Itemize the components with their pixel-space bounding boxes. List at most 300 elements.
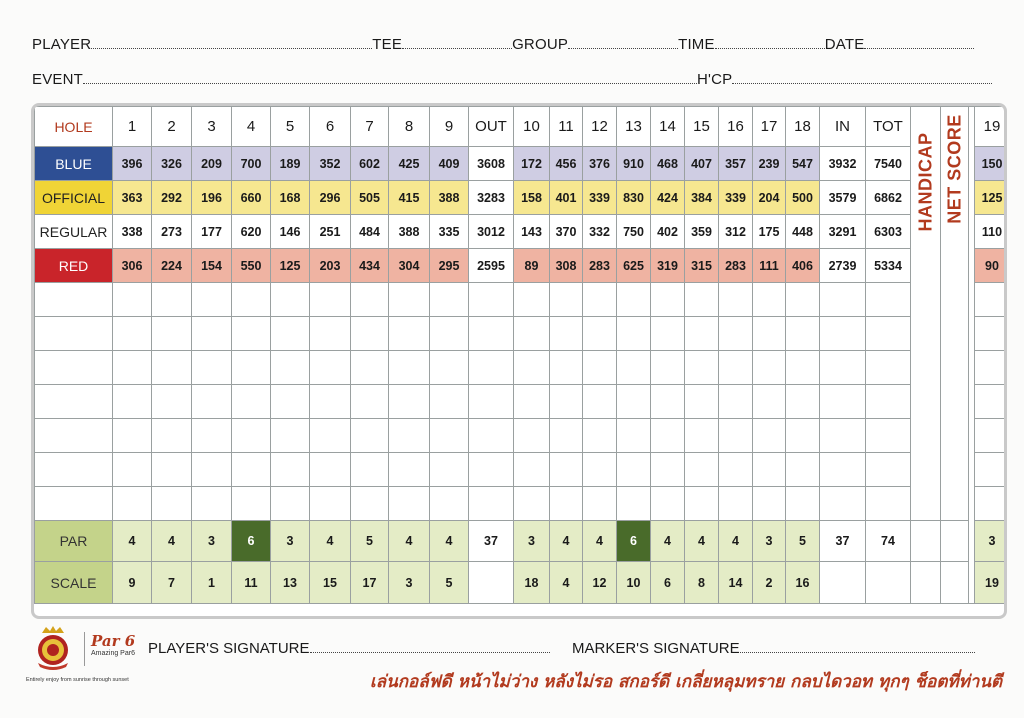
scale-cell: 14: [719, 562, 753, 604]
group-field[interactable]: [568, 45, 678, 49]
yardage-cell: 3291: [820, 215, 866, 249]
score-cell[interactable]: [469, 487, 514, 521]
score-cell[interactable]: [192, 283, 232, 317]
player-field[interactable]: [91, 45, 372, 49]
score-cell[interactable]: [583, 351, 617, 385]
score-cell[interactable]: [351, 487, 389, 521]
yardage-cell: 209: [192, 147, 232, 181]
scale-handicap-cell[interactable]: [911, 562, 941, 604]
yardage-cell: 500: [786, 181, 820, 215]
thai-slogan: เล่นกอล์ฟดี หน้าไม่ว่าง หลังไม่รอ สกอร์ดี เกลี่ยหลุมทราย กลบไดวอท ทุกๆ ช็อตที่ท่านตี: [369, 672, 1002, 692]
yardage-hole-19: 125: [975, 181, 1008, 215]
score-cell[interactable]: [389, 453, 430, 487]
score-cell[interactable]: [550, 419, 583, 453]
score-cell[interactable]: [152, 317, 192, 351]
score-cell[interactable]: [389, 351, 430, 385]
score-cell[interactable]: [651, 385, 685, 419]
score-cell-hole-19[interactable]: [975, 419, 1008, 453]
par-cell: 4: [685, 521, 719, 562]
yardage-cell: 2595: [469, 249, 514, 283]
par-cell: 3: [192, 521, 232, 562]
score-cell[interactable]: [786, 487, 820, 521]
score-cell[interactable]: [719, 317, 753, 351]
yardage-cell: 304: [389, 249, 430, 283]
par-cell: 4: [310, 521, 351, 562]
yardage-cell: 168: [271, 181, 310, 215]
score-entry-row: [35, 487, 1008, 521]
score-cell[interactable]: [719, 419, 753, 453]
yardage-cell: 6303: [866, 215, 911, 249]
score-cell[interactable]: [685, 351, 719, 385]
score-cell[interactable]: [192, 385, 232, 419]
hole-header-cell: 4: [232, 107, 271, 147]
yardage-cell: 143: [514, 215, 550, 249]
score-cell[interactable]: [351, 419, 389, 453]
yardage-cell: 111: [753, 249, 786, 283]
hole-header-cell: 17: [753, 107, 786, 147]
score-cell[interactable]: [232, 453, 271, 487]
score-cell[interactable]: [685, 283, 719, 317]
score-cell[interactable]: [786, 351, 820, 385]
score-cell[interactable]: [389, 419, 430, 453]
event-field[interactable]: [83, 80, 697, 84]
hole-label: HOLE: [35, 107, 113, 147]
score-cell[interactable]: [753, 453, 786, 487]
net-score-column: [941, 107, 969, 521]
score-cell[interactable]: [685, 385, 719, 419]
score-cell[interactable]: [866, 385, 911, 419]
score-cell[interactable]: [514, 453, 550, 487]
score-cell[interactable]: [351, 283, 389, 317]
par-cell: 5: [351, 521, 389, 562]
score-cell[interactable]: [583, 487, 617, 521]
yardage-cell: 434: [351, 249, 389, 283]
yardage-cell: 6862: [866, 181, 911, 215]
yardage-cell: 204: [753, 181, 786, 215]
yardage-cell: 177: [192, 215, 232, 249]
score-cell[interactable]: [866, 283, 911, 317]
score-cell-hole-19[interactable]: [975, 453, 1008, 487]
score-cell[interactable]: [786, 453, 820, 487]
yardage-cell: 396: [113, 147, 152, 181]
scale-net-score-cell[interactable]: [941, 562, 969, 604]
score-cell[interactable]: [351, 385, 389, 419]
hole-19-header: 19: [975, 107, 1008, 147]
player-name-cell[interactable]: [35, 487, 113, 521]
score-cell[interactable]: [719, 453, 753, 487]
score-cell[interactable]: [271, 419, 310, 453]
yardage-cell: 550: [232, 249, 271, 283]
score-cell[interactable]: [232, 351, 271, 385]
yardage-cell: 750: [617, 215, 651, 249]
score-entry-row: [35, 351, 1008, 385]
score-cell[interactable]: [617, 385, 651, 419]
score-cell[interactable]: [469, 385, 514, 419]
score-cell[interactable]: [617, 419, 651, 453]
score-cell[interactable]: [719, 487, 753, 521]
score-cell[interactable]: [753, 385, 786, 419]
yardage-cell: 401: [550, 181, 583, 215]
player-name-cell[interactable]: [35, 283, 113, 317]
score-cell[interactable]: [192, 487, 232, 521]
yardage-cell: 448: [786, 215, 820, 249]
hole-header-cell: 2: [152, 107, 192, 147]
hole-header-cell: 10: [514, 107, 550, 147]
yardage-cell: 251: [310, 215, 351, 249]
hole-header-cell: 11: [550, 107, 583, 147]
score-cell[interactable]: [617, 453, 651, 487]
player-name-cell[interactable]: [35, 419, 113, 453]
score-cell[interactable]: [820, 317, 866, 351]
score-cell[interactable]: [271, 453, 310, 487]
score-cell-hole-19[interactable]: [975, 487, 1008, 521]
yardage-cell: 172: [514, 147, 550, 181]
par-label: PAR: [35, 521, 113, 562]
hole-number-row: [35, 107, 1008, 147]
yardage-cell: 3283: [469, 181, 514, 215]
tee-label-official: OFFICIAL: [35, 181, 113, 215]
score-cell[interactable]: [113, 351, 152, 385]
yardage-cell: 196: [192, 181, 232, 215]
yardage-cell: 484: [351, 215, 389, 249]
score-cell[interactable]: [113, 283, 152, 317]
tee-row-red: [35, 249, 1008, 283]
score-cell[interactable]: [152, 419, 192, 453]
scale-cell: 11: [232, 562, 271, 604]
score-cell[interactable]: [550, 487, 583, 521]
score-cell[interactable]: [192, 453, 232, 487]
par-cell: 4: [152, 521, 192, 562]
score-cell-hole-19[interactable]: [975, 317, 1008, 351]
score-cell[interactable]: [430, 453, 469, 487]
yardage-cell: 468: [651, 147, 685, 181]
score-cell[interactable]: [753, 283, 786, 317]
score-cell[interactable]: [271, 351, 310, 385]
score-cell[interactable]: [651, 317, 685, 351]
yardage-cell: 402: [651, 215, 685, 249]
yardage-cell: 306: [113, 249, 152, 283]
yardage-cell: 376: [583, 147, 617, 181]
scale-cell: 4: [550, 562, 583, 604]
scale-cell: 18: [514, 562, 550, 604]
yardage-cell: 203: [310, 249, 351, 283]
tee-row-official: [35, 181, 1008, 215]
score-cell[interactable]: [514, 283, 550, 317]
score-cell[interactable]: [685, 317, 719, 351]
score-cell[interactable]: [617, 283, 651, 317]
player-label: PLAYER: [32, 36, 92, 53]
score-cell[interactable]: [786, 283, 820, 317]
score-cell[interactable]: [232, 317, 271, 351]
club-crest-logo: [30, 625, 76, 671]
yardage-hole-19: 90: [975, 249, 1008, 283]
score-cell[interactable]: [152, 453, 192, 487]
score-cell[interactable]: [351, 453, 389, 487]
score-cell[interactable]: [192, 317, 232, 351]
score-cell[interactable]: [469, 419, 514, 453]
header-row-1: [32, 36, 1010, 53]
score-cell[interactable]: [685, 419, 719, 453]
score-cell[interactable]: [271, 385, 310, 419]
score-cell[interactable]: [786, 317, 820, 351]
score-cell[interactable]: [753, 351, 786, 385]
yardage-cell: 326: [152, 147, 192, 181]
yardage-hole-19: 150: [975, 147, 1008, 181]
score-cell[interactable]: [820, 419, 866, 453]
score-cell[interactable]: [719, 283, 753, 317]
score-cell[interactable]: [389, 385, 430, 419]
score-cell[interactable]: [113, 453, 152, 487]
yardage-cell: 700: [232, 147, 271, 181]
yardage-cell: 357: [719, 147, 753, 181]
par-cell: 4: [430, 521, 469, 562]
player-signature-label: PLAYER'S SIGNATURE: [148, 640, 310, 657]
score-cell[interactable]: [113, 317, 152, 351]
yardage-cell: 2739: [820, 249, 866, 283]
score-cell[interactable]: [310, 487, 351, 521]
score-cell[interactable]: [232, 419, 271, 453]
score-cell-hole-19[interactable]: [975, 283, 1008, 317]
hole-header-cell: 16: [719, 107, 753, 147]
score-cell[interactable]: [310, 317, 351, 351]
score-cell[interactable]: [583, 317, 617, 351]
yardage-cell: 339: [583, 181, 617, 215]
score-cell[interactable]: [310, 351, 351, 385]
score-cell[interactable]: [271, 317, 310, 351]
score-cell[interactable]: [753, 419, 786, 453]
brand-name: Par 6: [91, 632, 136, 650]
score-cell[interactable]: [753, 487, 786, 521]
yardage-cell: 273: [152, 215, 192, 249]
score-cell[interactable]: [310, 283, 351, 317]
score-cell[interactable]: [719, 385, 753, 419]
score-cell[interactable]: [514, 487, 550, 521]
score-cell[interactable]: [232, 487, 271, 521]
score-cell[interactable]: [514, 419, 550, 453]
par-cell: 37: [820, 521, 866, 562]
score-cell[interactable]: [389, 317, 430, 351]
scale-row: [35, 562, 1008, 604]
score-cell[interactable]: [550, 317, 583, 351]
score-cell[interactable]: [651, 351, 685, 385]
score-cell[interactable]: [820, 487, 866, 521]
yardage-cell: 602: [351, 147, 389, 181]
score-cell[interactable]: [866, 419, 911, 453]
par-cell: 4: [651, 521, 685, 562]
yardage-cell: 415: [389, 181, 430, 215]
score-cell[interactable]: [514, 385, 550, 419]
tee-field[interactable]: [402, 45, 512, 49]
yardage-cell: 5334: [866, 249, 911, 283]
hole-header-cell: 1: [113, 107, 152, 147]
score-cell[interactable]: [550, 351, 583, 385]
yardage-cell: 3932: [820, 147, 866, 181]
scale-cell: 5: [430, 562, 469, 604]
par-row: [35, 521, 1008, 562]
score-cell[interactable]: [583, 283, 617, 317]
yardage-cell: 547: [786, 147, 820, 181]
score-cell[interactable]: [469, 453, 514, 487]
player-name-cell[interactable]: [35, 351, 113, 385]
score-cell[interactable]: [310, 419, 351, 453]
score-cell[interactable]: [351, 317, 389, 351]
score-cell[interactable]: [430, 385, 469, 419]
score-cell[interactable]: [685, 453, 719, 487]
score-cell[interactable]: [617, 487, 651, 521]
yardage-cell: 363: [113, 181, 152, 215]
date-field[interactable]: [864, 45, 974, 49]
score-cell[interactable]: [310, 453, 351, 487]
par-cell: 4: [113, 521, 152, 562]
yardage-cell: 456: [550, 147, 583, 181]
score-cell[interactable]: [753, 317, 786, 351]
yardage-cell: 7540: [866, 147, 911, 181]
yardage-cell: 312: [719, 215, 753, 249]
scale-cell: 13: [271, 562, 310, 604]
scale-cell: 2: [753, 562, 786, 604]
hole-header-cell: 13: [617, 107, 651, 147]
score-cell[interactable]: [113, 385, 152, 419]
player-signature-field[interactable]: [310, 649, 550, 653]
score-cell[interactable]: [192, 419, 232, 453]
score-cell[interactable]: [113, 419, 152, 453]
score-cell[interactable]: [651, 453, 685, 487]
score-cell[interactable]: [820, 351, 866, 385]
player-signature-line: [148, 640, 550, 657]
time-field[interactable]: [715, 45, 825, 49]
event-label: EVENT: [32, 71, 84, 88]
score-cell[interactable]: [550, 453, 583, 487]
score-cell[interactable]: [271, 283, 310, 317]
score-cell[interactable]: [866, 453, 911, 487]
score-cell[interactable]: [152, 385, 192, 419]
scale-cell: [820, 562, 866, 604]
par-handicap-cell[interactable]: [911, 521, 941, 562]
score-cell[interactable]: [430, 317, 469, 351]
score-cell[interactable]: [820, 453, 866, 487]
tee-label-blue: BLUE: [35, 147, 113, 181]
par-cell: 4: [583, 521, 617, 562]
score-cell-hole-19[interactable]: [975, 385, 1008, 419]
hole-header-cell: TOT: [866, 107, 911, 147]
scale-cell: 3: [389, 562, 430, 604]
yardage-cell: 625: [617, 249, 651, 283]
score-cell[interactable]: [152, 283, 192, 317]
score-cell[interactable]: [271, 487, 310, 521]
tee-label-regular: REGULAR: [35, 215, 113, 249]
yardage-cell: 283: [719, 249, 753, 283]
score-cell[interactable]: [583, 453, 617, 487]
scale-cell: 1: [192, 562, 232, 604]
score-cell[interactable]: [469, 351, 514, 385]
scale-cell: 16: [786, 562, 820, 604]
yardage-cell: 296: [310, 181, 351, 215]
score-cell[interactable]: [430, 351, 469, 385]
score-cell[interactable]: [866, 351, 911, 385]
score-cell[interactable]: [430, 283, 469, 317]
yardage-cell: 370: [550, 215, 583, 249]
score-cell[interactable]: [786, 419, 820, 453]
yardage-cell: 89: [514, 249, 550, 283]
score-cell[interactable]: [651, 283, 685, 317]
par-cell: 3: [271, 521, 310, 562]
score-cell[interactable]: [617, 351, 651, 385]
score-cell[interactable]: [113, 487, 152, 521]
score-cell[interactable]: [550, 283, 583, 317]
score-cell[interactable]: [389, 283, 430, 317]
hcp-label: H'CP: [697, 71, 733, 88]
score-cell[interactable]: [469, 283, 514, 317]
score-cell[interactable]: [469, 317, 514, 351]
score-cell[interactable]: [685, 487, 719, 521]
yardage-cell: 352: [310, 147, 351, 181]
score-cell[interactable]: [351, 351, 389, 385]
score-cell[interactable]: [866, 317, 911, 351]
date-label: DATE: [824, 36, 865, 53]
score-cell-hole-19[interactable]: [975, 351, 1008, 385]
score-cell[interactable]: [152, 351, 192, 385]
score-cell[interactable]: [651, 487, 685, 521]
score-cell[interactable]: [719, 351, 753, 385]
score-cell[interactable]: [866, 487, 911, 521]
score-cell[interactable]: [617, 317, 651, 351]
yardage-cell: 239: [753, 147, 786, 181]
score-cell[interactable]: [550, 385, 583, 419]
hole-header-cell: 7: [351, 107, 389, 147]
score-cell[interactable]: [820, 283, 866, 317]
score-cell[interactable]: [232, 283, 271, 317]
yardage-cell: 359: [685, 215, 719, 249]
scale-hole-19: 19: [975, 562, 1008, 604]
score-cell[interactable]: [651, 419, 685, 453]
par-cell: 4: [389, 521, 430, 562]
player-name-cell[interactable]: [35, 453, 113, 487]
score-cell[interactable]: [389, 487, 430, 521]
marker-signature-field[interactable]: [740, 649, 975, 653]
hcp-field[interactable]: [732, 80, 992, 84]
score-cell[interactable]: [820, 385, 866, 419]
score-cell[interactable]: [514, 317, 550, 351]
score-cell[interactable]: [583, 419, 617, 453]
score-cell[interactable]: [583, 385, 617, 419]
par-cell: 3: [753, 521, 786, 562]
hole-header-cell: 15: [685, 107, 719, 147]
score-cell[interactable]: [192, 351, 232, 385]
player-name-cell[interactable]: [35, 385, 113, 419]
par-net-score-cell[interactable]: [941, 521, 969, 562]
scale-cell: 6: [651, 562, 685, 604]
score-cell[interactable]: [232, 385, 271, 419]
score-cell[interactable]: [152, 487, 192, 521]
score-cell[interactable]: [310, 385, 351, 419]
scale-cell: 15: [310, 562, 351, 604]
hole-header-cell: 14: [651, 107, 685, 147]
yardage-cell: 338: [113, 215, 152, 249]
score-cell[interactable]: [786, 385, 820, 419]
par-cell: 4: [719, 521, 753, 562]
score-cell[interactable]: [430, 419, 469, 453]
tee-row-regular: [35, 215, 1008, 249]
tee-label-red: RED: [35, 249, 113, 283]
yardage-cell: 424: [651, 181, 685, 215]
score-cell[interactable]: [514, 351, 550, 385]
player-name-cell[interactable]: [35, 317, 113, 351]
yardage-cell: 620: [232, 215, 271, 249]
hole-header-cell: 6: [310, 107, 351, 147]
score-cell[interactable]: [430, 487, 469, 521]
yardage-cell: 154: [192, 249, 232, 283]
yardage-cell: 158: [514, 181, 550, 215]
